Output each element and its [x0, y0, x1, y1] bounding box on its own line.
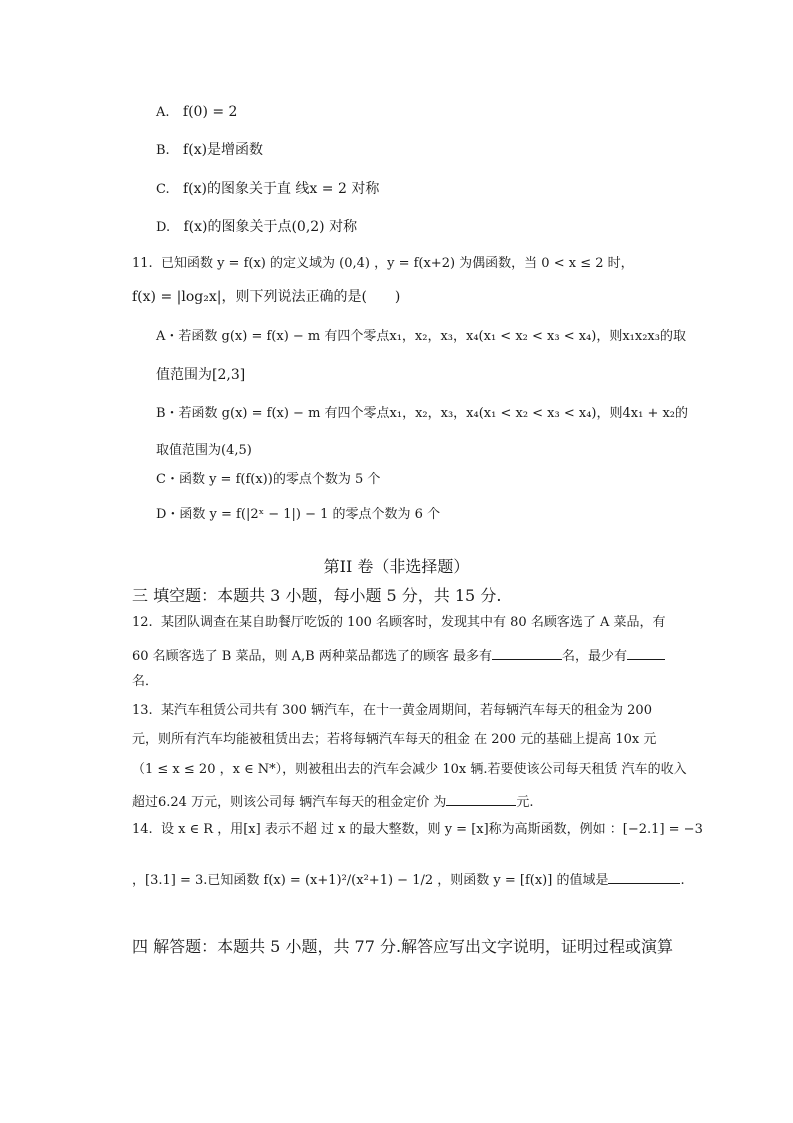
question-number: 13.: [132, 703, 153, 718]
q13-stem: 某汽车租赁公司共有 300 辆汽车，在十一黄金周期间，若每辆汽车每天的租金为 200: [160, 703, 652, 718]
option-label: C.: [156, 182, 170, 197]
q11-line2: f(x) = |log₂x|，则下列说法正确的是( ): [132, 289, 401, 305]
q13-stem-part: 元.: [516, 795, 534, 810]
q12-line2: [132, 645, 665, 665]
q12-line1: [132, 615, 666, 631]
option-label: D.: [156, 220, 171, 235]
q13-stem-part: 超过6.24 万元，则该公司每 辆汽车每天的租金定价 为: [132, 795, 447, 810]
option-label: A.: [156, 105, 170, 120]
q12-line3: 名．: [132, 674, 159, 689]
q14-stem-part: .: [680, 873, 685, 888]
q13-line3: （1 ≤ x ≤ 20 ，x ∈ N*），则被租出去的汽车会减少 10x 辆.若要使该公司每天租赁 汽车的收入: [132, 762, 687, 777]
option-text: f(x)是增函数: [183, 142, 264, 158]
answer-blank[interactable]: [608, 869, 680, 884]
q14-line1: [132, 822, 703, 838]
question-number: 14.: [132, 822, 153, 837]
q11-option-b-line1: B・若函数 g(x) = f(x) − m 有四个零点x₁，x₂，x₃，x₄(x₁ < x₂ < x₃ < x₄)，则4x₁ + x₂的: [156, 406, 689, 421]
q14-stem-part: ，[3.1] = 3.已知函数 f(x) = (x+1)²/(x²+1) − 1/2 ，则函数 y = [f(x)] 的值域是: [132, 873, 609, 888]
option-label: B.: [156, 143, 170, 158]
q12-stem: 某团队调查在某自助餐厅吃饭的 100 名顾客时，发现其中有 80 名顾客选了 A 菜品，有: [160, 615, 666, 630]
q13-line2: 元，则所有汽车均能被租赁出去；若将每辆汽车每天的租金 在 200 元的基础上提高 10x 元: [132, 732, 657, 747]
option-text: f(0) = 2: [182, 104, 238, 120]
q13-line4: [132, 791, 533, 811]
q11-option-c: C・函数 y = f(f(x))的零点个数为 5 个: [156, 472, 381, 487]
q11-option-a-line2: 值范围为[2,3]: [156, 367, 246, 383]
fill-in-heading: 三 填空题：本题共 3 小题，每小题 5 分，共 15 分.: [132, 586, 502, 605]
q11-option-b-line2: 取值范围为(4,5): [156, 443, 252, 458]
section-title: 第II 卷（非选择题）: [323, 557, 470, 576]
q10-option-b: [156, 142, 263, 159]
answer-blank[interactable]: [446, 791, 516, 806]
q11-option-a-line1: A・若函数 g(x) = f(x) − m 有四个零点x₁，x₂，x₃，x₄(x₁ < x₂ < x₃ < x₄)，则x₁x₂x₃的取: [156, 329, 686, 344]
q10-option-c: [156, 181, 379, 198]
q11-line1: [132, 256, 634, 272]
q13-line1: [132, 703, 652, 719]
q10-option-a: [156, 104, 237, 121]
q10-option-d: [156, 219, 357, 236]
q14-stem: 设 x ∈ R ，用[x] 表示不超 过 x 的最大整数，则 y = [x]称为高斯函数，例如 ：[−2.1] = −3: [160, 822, 703, 837]
q14-line2: [132, 869, 685, 889]
answer-blank[interactable]: [627, 645, 665, 660]
answer-blank[interactable]: [492, 645, 562, 660]
q11-option-d: D・函数 y = f(|2ˣ − 1|) − 1 的零点个数为 6 个: [156, 507, 441, 522]
q12-stem-part: 名，最少有: [561, 649, 627, 664]
q11-stem: 已知函数 y = f(x) 的定义域为 (0,4) ，y = f(x+2) 为偶函数，当 0 < x ≤ 2 时，: [160, 256, 634, 271]
question-number: 12.: [132, 615, 153, 630]
q12-stem-part: 60 名顾客选了 B 菜品，则 A,B 两种菜品都选了的顾客 最多有: [132, 649, 492, 664]
option-text: f(x)的图象关于直 线x = 2 对称: [182, 181, 380, 197]
answer-section-heading: 四 解答题：本题共 5 小题，共 77 分.解答应写出文字说明，证明过程或演算: [132, 937, 674, 956]
option-text: f(x)的图象关于点(0,2) 对称: [183, 219, 358, 235]
question-number: 11.: [132, 256, 153, 271]
